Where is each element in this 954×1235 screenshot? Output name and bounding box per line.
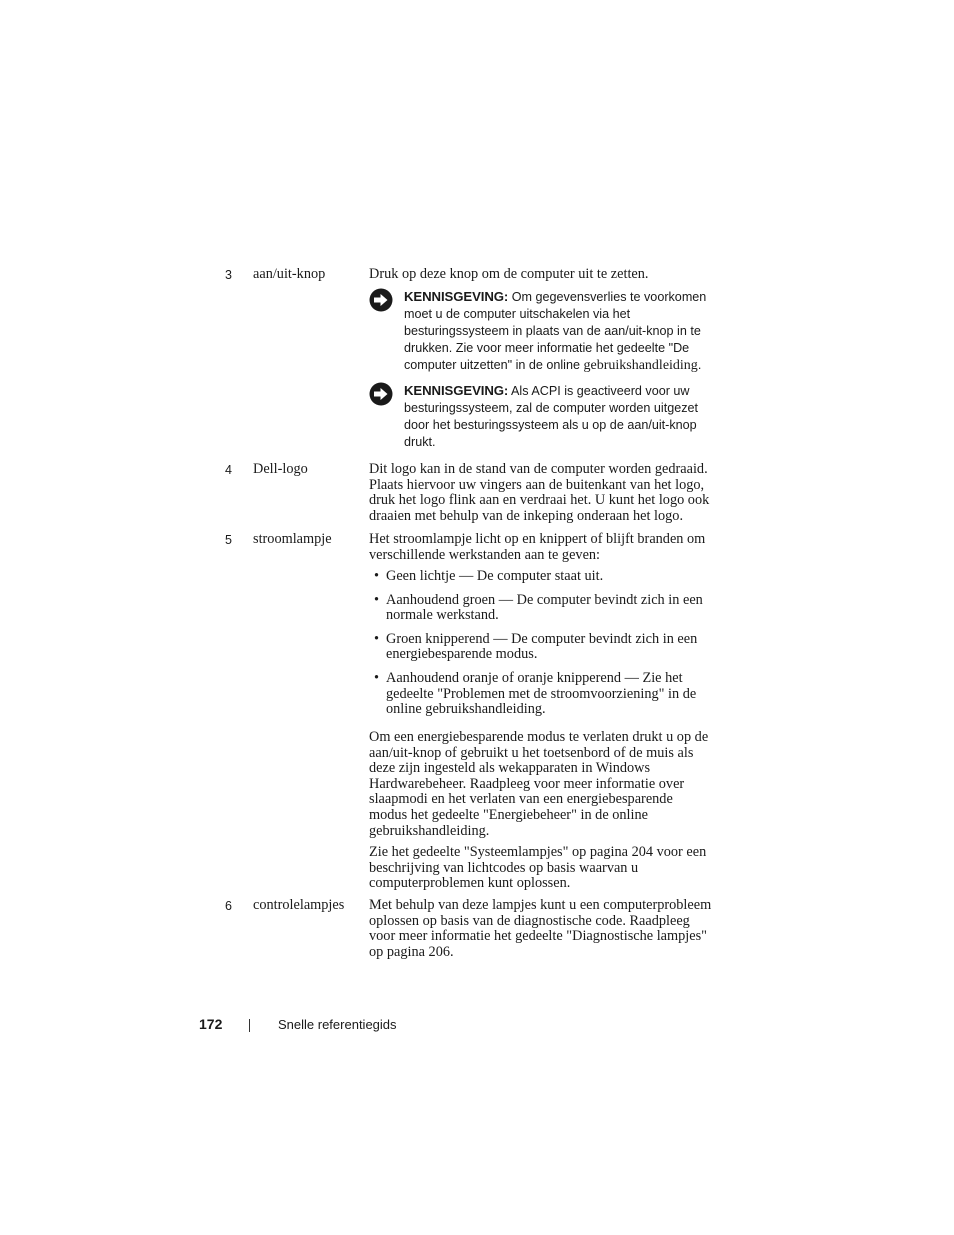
- notice-label: KENNISGEVING:: [404, 289, 509, 304]
- row-description: Druk op deze knop om de computer uit te zetten.: [369, 266, 649, 282]
- paragraph: Om een energiebesparende modus te verlaten drukt u op de aan/uit-knop of gebruikt u het toetsenbord of de muis als deze zijn ingesteld als wekapparaten in Windows Hardwarebeheer. Raadpleeg voor meer informatie over slaapmodi en het verlaten van een energiebesparende modus het gedeelte "Energiebeheer" in de online gebruikshandleiding.: [369, 729, 709, 839]
- notice-emphasis: gebruikshandleiding: [583, 358, 698, 373]
- row-description: Met behulp van deze lampjes kunt u een computerprobleem oplossen op basis van de diagnostische code. Raadpleeg voor meer informatie het gedeelte "Diagnostische lampjes" op pagina 206.: [369, 897, 712, 960]
- list-item: [369, 593, 714, 624]
- notice-box: [369, 382, 714, 451]
- notice-box: [369, 288, 714, 374]
- list-item-text: Aanhoudend groen — De computer bevindt zich in een normale werkstand.: [386, 591, 703, 624]
- notice-body: Als ACPI is geactiveerd voor uw besturingssysteem, zal de computer worden uitgezet door het besturingssysteem als u op de aan/uit-knop drukt.: [404, 384, 699, 449]
- list-item-text: Geen lichtje — De computer staat uit.: [386, 568, 604, 584]
- row-term: aan/uit-knop: [253, 266, 326, 282]
- row-term: controlelampjes: [253, 897, 345, 913]
- list-item: [369, 671, 714, 718]
- row-description: Dit logo kan in de stand van de computer worden gedraaid. Plaats hiervoor uw vingers aan de buitenkant van het logo, druk het logo flink aan en verdraai het. U kunt het logo ook draaien met behulp van de inkeping onderaan het logo.: [369, 461, 710, 524]
- paragraph: Zie het gedeelte "Systeemlampjes" op pagina 204 voor een beschrijving van lichtcodes op basis waarvan u computerproblemen kunt oplossen.: [369, 844, 707, 892]
- notice-text: [404, 382, 714, 451]
- row-term: Dell-logo: [253, 461, 308, 477]
- notice-arrow-icon: [369, 288, 393, 312]
- footer-title: Snelle referentiegids: [278, 1017, 397, 1032]
- row-term: stroomlampje: [253, 531, 332, 547]
- notice-label: KENNISGEVING:: [404, 383, 509, 398]
- footer-divider: [249, 1019, 250, 1032]
- row-number: 4: [225, 463, 232, 477]
- page-number: 172: [199, 1016, 223, 1032]
- status-light-list: [369, 569, 714, 718]
- list-item-text: Aanhoudend oranje of oranje knipperend — Zie het gedeelte "Problemen met de stroomvoorziening" in de online gebruikshandleiding.: [386, 669, 697, 718]
- list-item: [369, 632, 714, 663]
- bullet-symbol: •: [374, 568, 380, 584]
- notice-arrow-icon: [369, 382, 393, 406]
- notice-tail: .: [697, 358, 702, 372]
- notice-text: [404, 288, 714, 374]
- bullet-symbol: •: [374, 591, 380, 608]
- bullet-symbol: •: [374, 669, 380, 686]
- row-description: Het stroomlampje licht op en knippert of blijft branden om verschillende werkstanden aan te geven:: [369, 531, 706, 563]
- notice-body: Om gegevensverlies te voorkomen moet u de computer uitschakelen via het besturingssysteem in plaats van de aan/uit-knop in te drukken. Zie voor meer informatie het gedeelte "De computer uitzetten" in de online: [404, 290, 707, 372]
- row-number: 6: [225, 899, 232, 913]
- list-item: [369, 569, 714, 585]
- row-number: 3: [225, 268, 232, 282]
- list-item-text: Groen knipperend — De computer bevindt zich in een energiebesparende modus.: [386, 630, 698, 663]
- row-number: 5: [225, 533, 232, 547]
- bullet-symbol: •: [374, 630, 380, 647]
